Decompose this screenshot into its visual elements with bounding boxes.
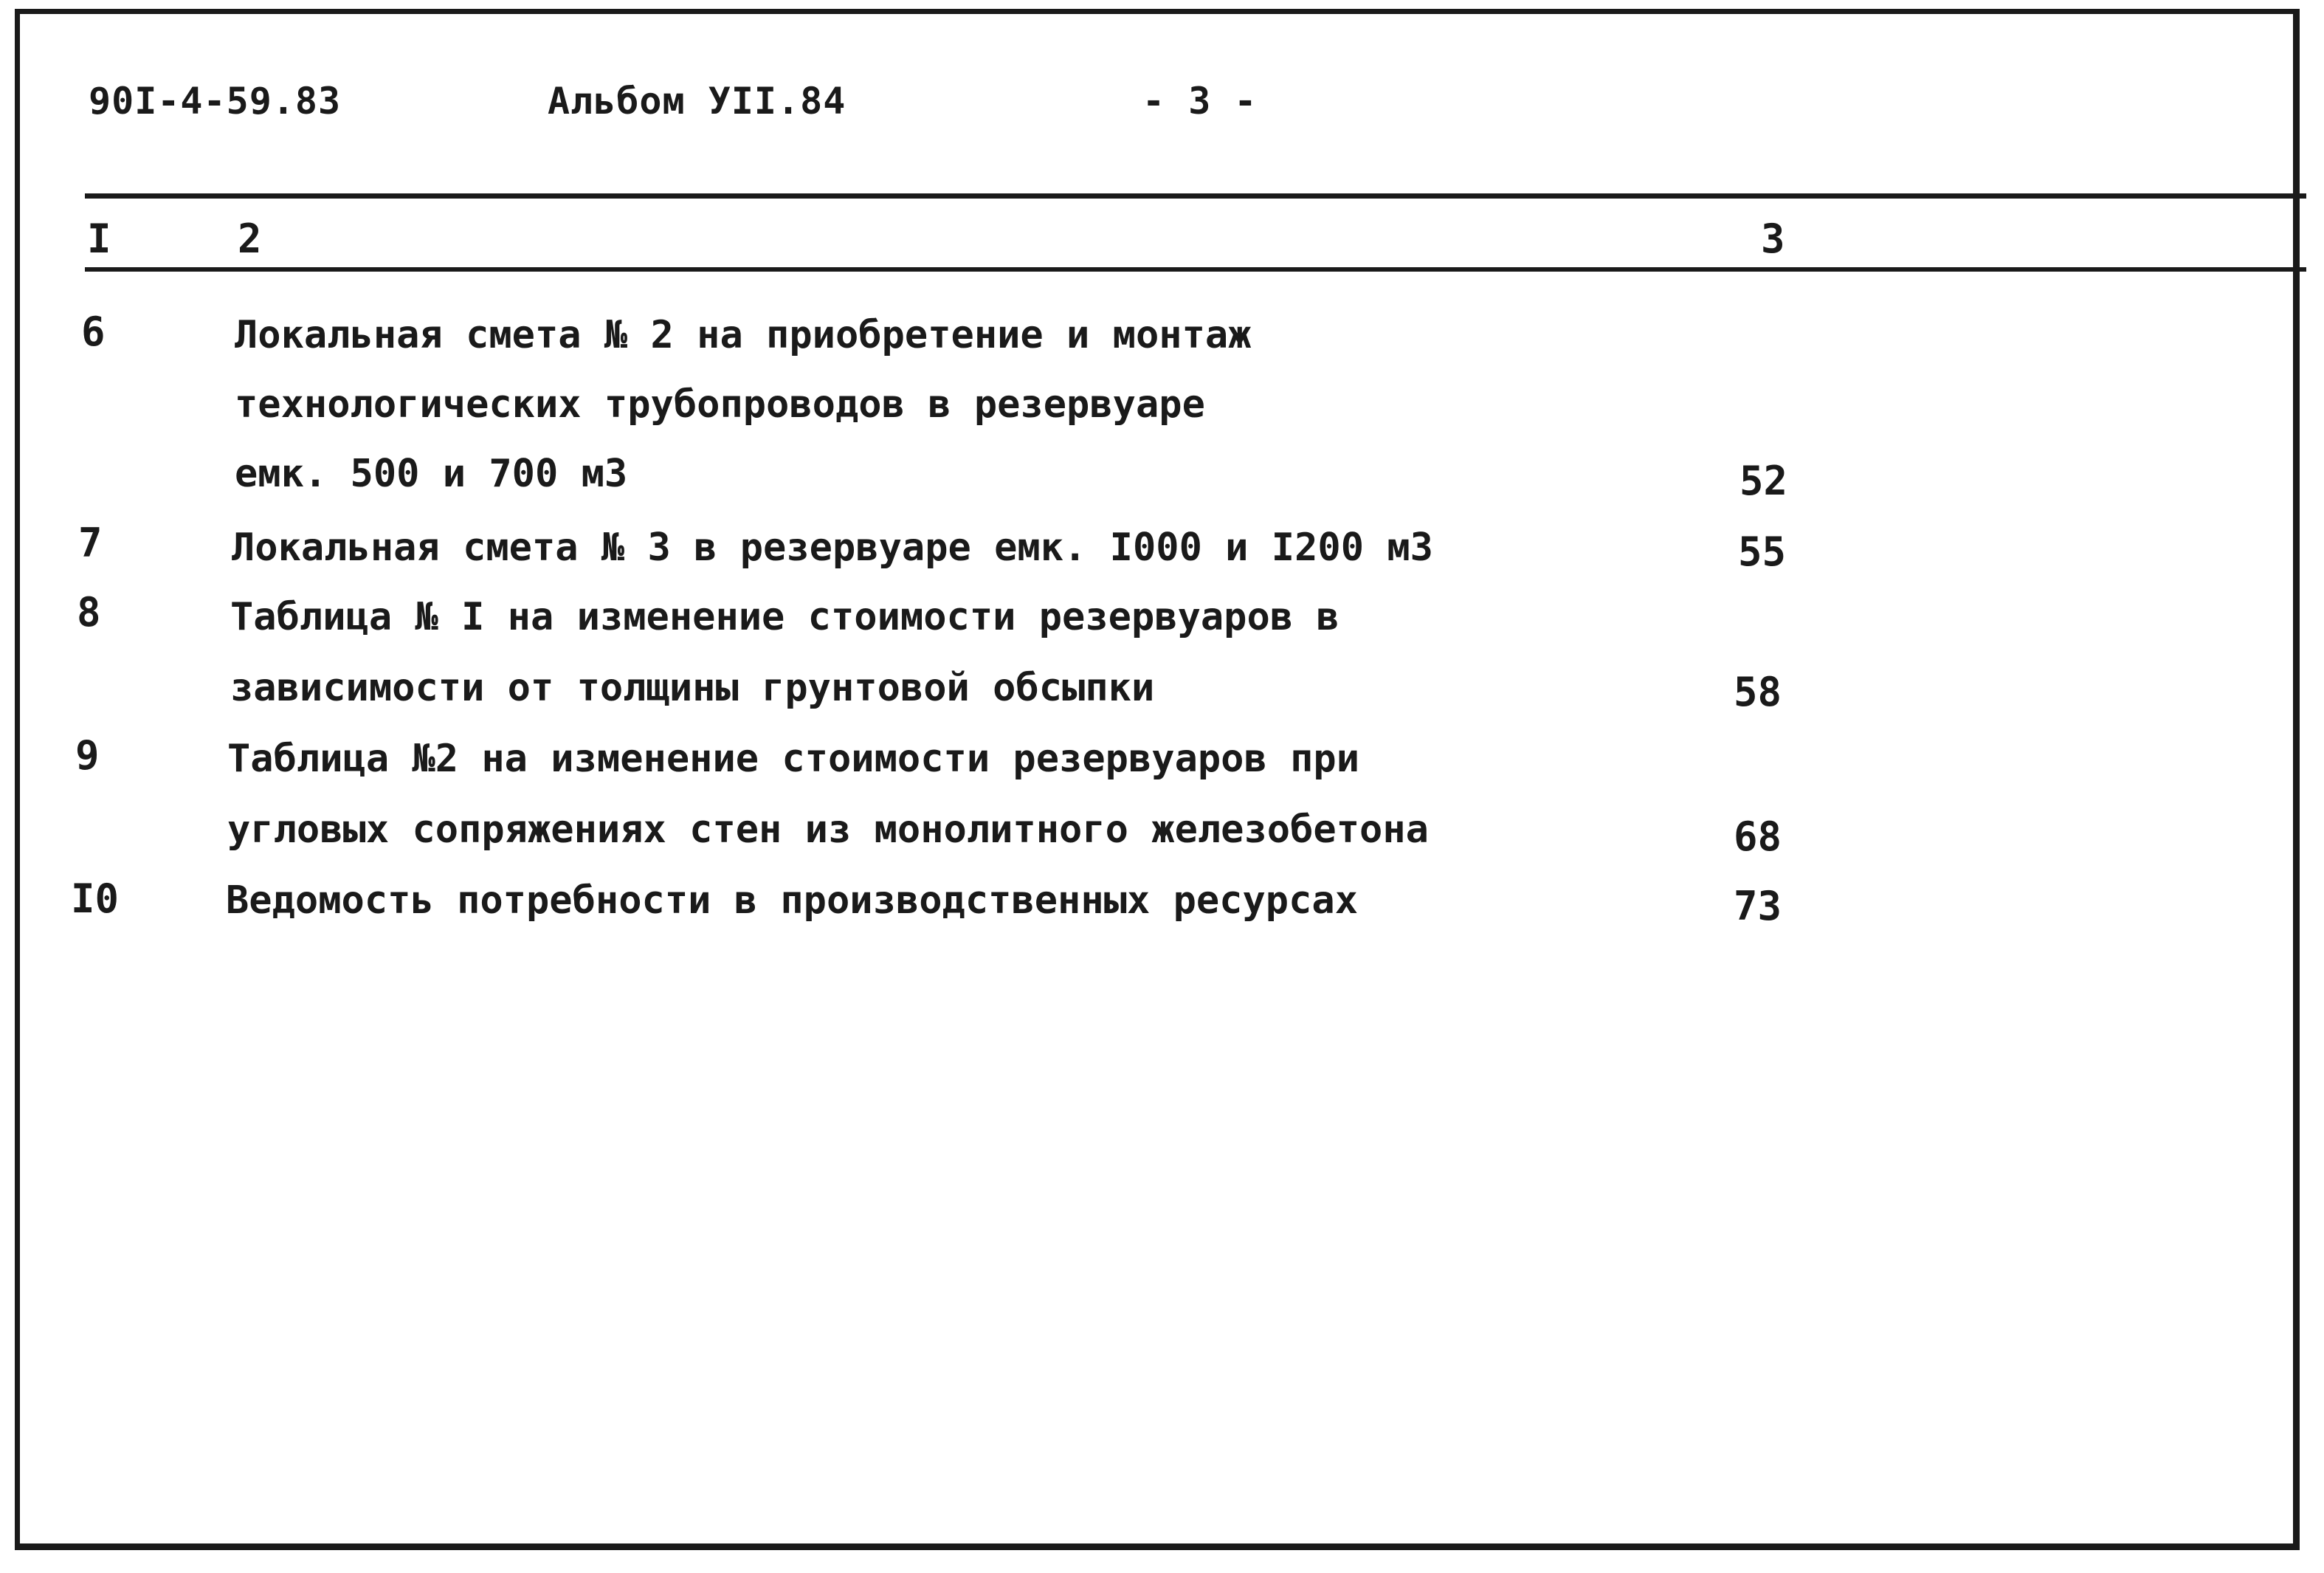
row-page: 58 <box>1733 669 1782 715</box>
table-header-rule <box>85 267 2306 272</box>
row-number: 8 <box>77 589 101 636</box>
row-description-line: Ведомость потребности в производственных ресурсах <box>226 878 1359 923</box>
album-label: Альбом УII.84 <box>548 80 846 123</box>
row-page: 52 <box>1739 458 1787 504</box>
table-top-rule <box>85 193 2306 199</box>
row-number: 6 <box>81 309 106 355</box>
row-description-line: Локальная смета № 2 на приобретение и монтаж <box>235 313 1252 357</box>
document-number: 90I-4-59.83 <box>89 80 342 123</box>
row-page: 73 <box>1733 883 1782 929</box>
row-page: 68 <box>1733 813 1782 860</box>
row-page: 55 <box>1737 529 1786 575</box>
column-header-3: 3 <box>1761 216 1785 262</box>
row-description-line: Таблица №2 на изменение стоимости резервуаров при <box>227 737 1360 781</box>
column-header-2: 2 <box>238 216 262 262</box>
page-number: - 3 - <box>1142 80 1258 123</box>
row-number: 7 <box>78 520 103 566</box>
row-description-line: угловых сопряжениях стен из монолитного железобетона <box>227 808 1429 852</box>
row-description-line: технологических трубопроводов в резервуаре <box>235 382 1205 427</box>
row-description-line: зависимости от толщины грунтовой обсыпки <box>230 666 1155 710</box>
row-description-line: Таблица № I на изменение стоимости резервуаров в <box>230 595 1339 639</box>
column-header-1: I <box>87 216 111 262</box>
row-description-line: емк. 500 и 700 м3 <box>235 452 628 496</box>
row-number: 9 <box>75 732 100 779</box>
row-description-line: Локальная смета № 3 в резервуаре емк. I000 и I200 м3 <box>232 526 1433 570</box>
row-number: I0 <box>71 875 120 922</box>
